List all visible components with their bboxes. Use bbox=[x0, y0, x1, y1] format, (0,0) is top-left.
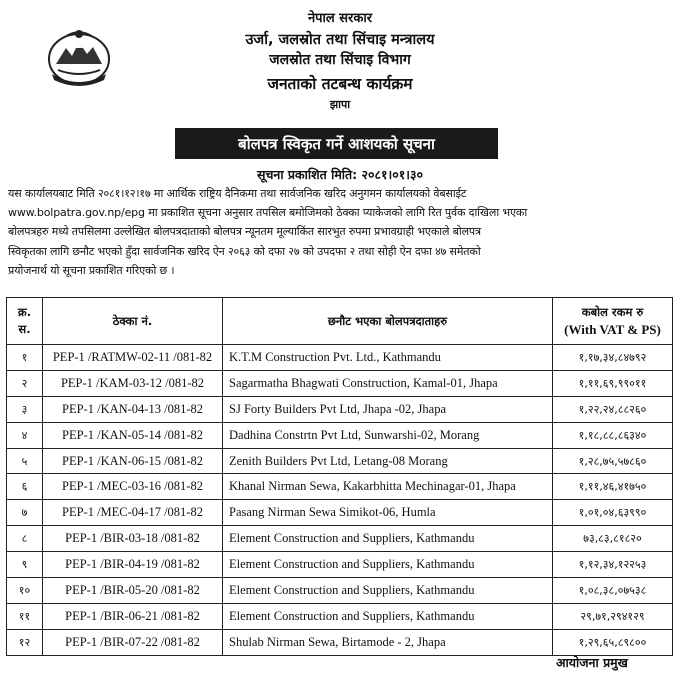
amount-cell: १,०८,३८,०७५३८ bbox=[553, 578, 673, 604]
bidder-header: छनौट भएका बोलपत्रदाताहरु bbox=[223, 298, 553, 345]
amount-cell: १,११,४६,४१७५० bbox=[553, 474, 673, 500]
contract-cell: PEP-1 /RATMW-02-11 /081-82 bbox=[43, 345, 223, 371]
signature-title: आयोजना प्रमुख bbox=[556, 655, 628, 670]
amount-cell: १,२८,७५,५७८६० bbox=[553, 448, 673, 474]
table-header-row bbox=[7, 298, 673, 345]
serial-header-line1: क्र. bbox=[17, 305, 32, 319]
contract-cell: PEP-1 /KAN-04-13 /081-82 bbox=[43, 396, 223, 422]
notice-body-line: प्रयोजनार्थ यो सूचना प्रकाशित गरिएको छ । bbox=[8, 263, 175, 277]
serial-cell: ११ bbox=[7, 603, 43, 629]
serial-cell: ६ bbox=[7, 474, 43, 500]
notice-title: बोलपत्र स्विकृत गर्ने आशयको सूचना bbox=[175, 128, 498, 159]
serial-cell: ९ bbox=[7, 552, 43, 578]
table-row bbox=[7, 578, 673, 604]
table-row bbox=[7, 448, 673, 474]
bidder-cell: Shulab Nirman Sewa, Birtamode - 2, Jhapa bbox=[223, 629, 553, 655]
bidder-cell: Element Construction and Suppliers, Kathmandu bbox=[223, 578, 553, 604]
table-row bbox=[7, 396, 673, 422]
bidder-cell: Khanal Nirman Sewa, Kakarbhitta Mechinagar-01, Jhapa bbox=[223, 474, 553, 500]
serial-cell: ७ bbox=[7, 500, 43, 526]
amount-header bbox=[553, 298, 673, 345]
bidder-cell: Element Construction and Suppliers, Kathmandu bbox=[223, 526, 553, 552]
amount-cell: १,१७,३४,८४७९२ bbox=[553, 345, 673, 371]
serial-cell: १२ bbox=[7, 629, 43, 655]
amount-cell: १,२२,२४,८८२६० bbox=[553, 396, 673, 422]
published-date: सूचना प्रकाशित मिति: २०८१।०१।३० bbox=[257, 167, 423, 182]
contract-cell: PEP-1 /KAM-03-12 /081-82 bbox=[43, 370, 223, 396]
amount-cell: १,१२,३४,१२२५३ bbox=[553, 552, 673, 578]
amount-cell: १,१८,८८,८६३४० bbox=[553, 422, 673, 448]
table-row bbox=[7, 422, 673, 448]
serial-cell: ८ bbox=[7, 526, 43, 552]
district-name: झापा bbox=[329, 98, 351, 111]
contract-cell: PEP-1 /KAN-06-15 /081-82 bbox=[43, 448, 223, 474]
contract-cell: PEP-1 /BIR-03-18 /081-82 bbox=[43, 526, 223, 552]
table-row bbox=[7, 370, 673, 396]
contract-cell: PEP-1 /MEC-03-16 /081-82 bbox=[43, 474, 223, 500]
serial-cell: ५ bbox=[7, 448, 43, 474]
amount-cell: १,११,६९,९९०११ bbox=[553, 370, 673, 396]
contract-cell: PEP-1 /BIR-05-20 /081-82 bbox=[43, 578, 223, 604]
amount-cell: ७३,८३,८१८२० bbox=[553, 526, 673, 552]
department-name: जलस्रोत तथा सिंचाइ विभाग bbox=[269, 52, 411, 68]
contract-cell: PEP-1 /BIR-06-21 /081-82 bbox=[43, 603, 223, 629]
table-row bbox=[7, 629, 673, 655]
contract-cell: PEP-1 /BIR-07-22 /081-82 bbox=[43, 629, 223, 655]
amount-header-line2: (With VAT & PS) bbox=[564, 322, 661, 337]
notice-body bbox=[8, 184, 676, 280]
serial-cell: १ bbox=[7, 345, 43, 371]
amount-cell: १,०१,०४,६३९९० bbox=[553, 500, 673, 526]
selected-bidders-table bbox=[6, 297, 673, 656]
government-name: नेपाल सरकार bbox=[307, 11, 373, 26]
serial-cell: ४ bbox=[7, 422, 43, 448]
ministry-name: उर्जा, जलस्रोत तथा सिंचाइ मन्त्रालय bbox=[245, 32, 435, 48]
table-row bbox=[7, 526, 673, 552]
table-row bbox=[7, 603, 673, 629]
serial-cell: ३ bbox=[7, 396, 43, 422]
notice-body-line: स्विकृतका लागि छनौट भएको हुँदा सार्वजनिक खरिद ऐन २०६३ को दफा २७ को उपदफा २ तथा सोही ऐन दफा ४७ समेतको bbox=[8, 244, 481, 258]
contract-cell: PEP-1 /KAN-05-14 /081-82 bbox=[43, 422, 223, 448]
bidder-cell: Dadhina Constrtn Pvt Ltd, Sunwarshi-02, Morang bbox=[223, 422, 553, 448]
program-name: जनताको तटबन्ध कार्यक्रम bbox=[267, 75, 413, 93]
bidder-cell: Sagarmatha Bhagwati Construction, Kamal-01, Jhapa bbox=[223, 370, 553, 396]
notice-body-line: बोलपत्रहरु मध्ये तपसिलमा उल्लेखित बोलपत्रदाताको बोलपत्र न्यूनतम मूल्याकिंत सारभुत रुपमा प्रभावग्राही भएकाले बोलपत्र bbox=[8, 225, 481, 239]
table-row bbox=[7, 345, 673, 371]
table-row bbox=[7, 500, 673, 526]
notice-body-line: www.bolpatra.gov.np/epg मा प्रकाशित सूचना अनुसार तपसिल बमोजिमको ठेक्का प्याकेजको लागि रित पुर्वक दाखिला भएका bbox=[8, 206, 528, 220]
bidder-cell: Element Construction and Suppliers, Kathmandu bbox=[223, 603, 553, 629]
bidder-cell: K.T.M Construction Pvt. Ltd., Kathmandu bbox=[223, 345, 553, 371]
contract-header: ठेक्का नं. bbox=[43, 298, 223, 345]
bidder-cell: Element Construction and Suppliers, Kathmandu bbox=[223, 552, 553, 578]
serial-cell: १० bbox=[7, 578, 43, 604]
notice-body-line: यस कार्यालयबाट मिति २०८१।१२।१७ मा आर्थिक राष्ट्रिय दैनिकमा तथा सार्वजनिक खरिद अनुगमन कार्यालयको वेबसाईट bbox=[8, 187, 467, 200]
contract-cell: PEP-1 /BIR-04-19 /081-82 bbox=[43, 552, 223, 578]
contract-cell: PEP-1 /MEC-04-17 /081-82 bbox=[43, 500, 223, 526]
bidder-cell: Zenith Builders Pvt Ltd, Letang-08 Morang bbox=[223, 448, 553, 474]
amount-cell: २९,७१,२९४१२९ bbox=[553, 603, 673, 629]
amount-header-line1: कबोल रकम रु bbox=[581, 305, 644, 319]
serial-header-line2: स. bbox=[18, 322, 31, 336]
serial-cell: २ bbox=[7, 370, 43, 396]
bidder-cell: SJ Forty Builders Pvt Ltd, Jhapa -02, Jhapa bbox=[223, 396, 553, 422]
serial-header bbox=[7, 298, 43, 345]
table-row bbox=[7, 552, 673, 578]
table-row bbox=[7, 474, 673, 500]
amount-cell: १,२९,६५,८९८०० bbox=[553, 629, 673, 655]
bidder-cell: Pasang Nirman Sewa Simikot-06, Humla bbox=[223, 500, 553, 526]
